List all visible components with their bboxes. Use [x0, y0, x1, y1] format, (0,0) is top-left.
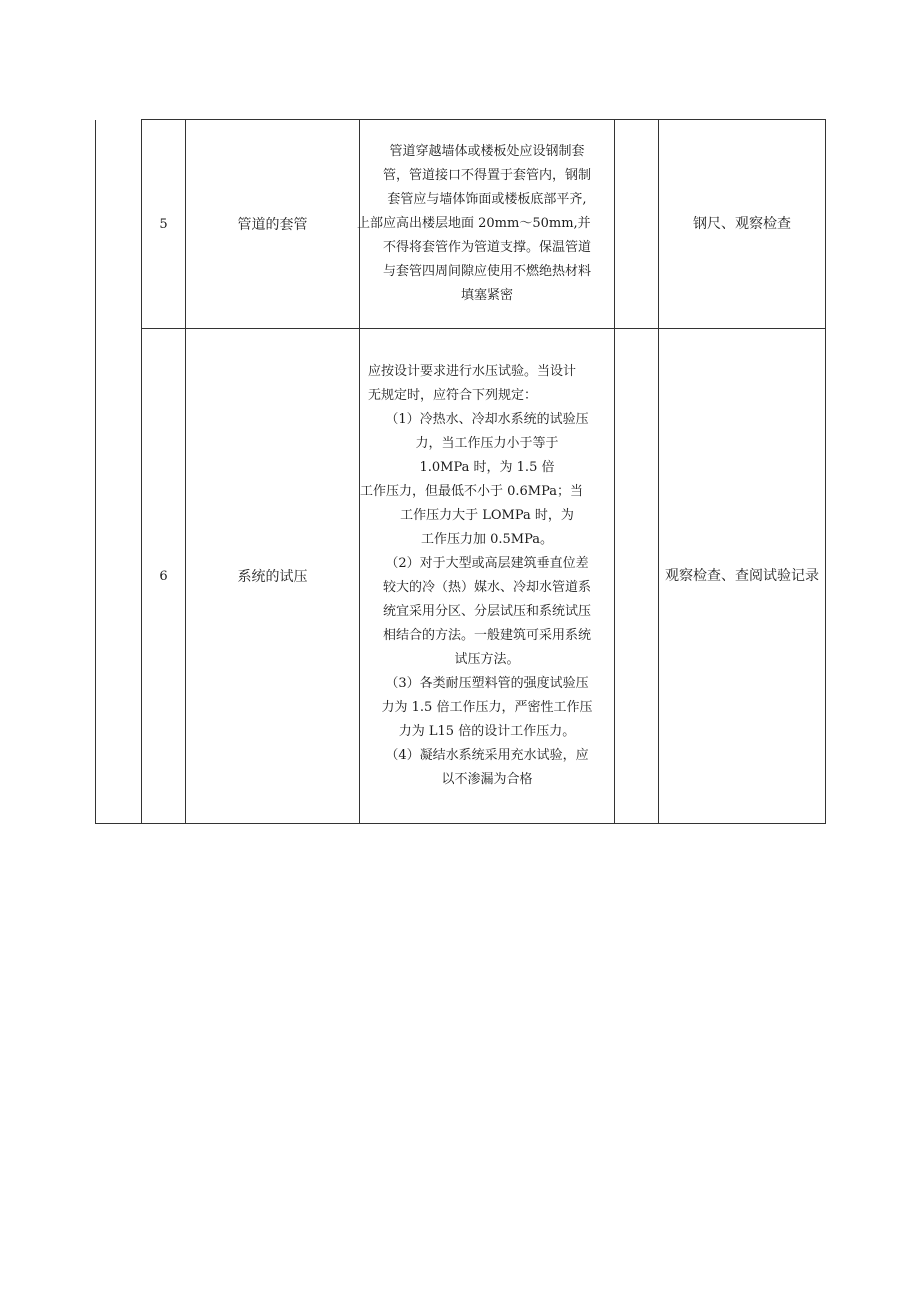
requirement-line: 较大的冷（热）媒水、冷却水管道系: [382, 580, 591, 595]
requirement-line: 上部应高出楼层地面 20mm～50mm,并: [357, 216, 591, 231]
requirement-line: 不得将套管作为管道支撑。保温管道: [382, 240, 591, 255]
requirement-cell: [357, 120, 615, 329]
requirement-line: 1.0MPa 时，为 1.5 倍: [419, 460, 555, 475]
requirement-line: （3）各类耐压塑料管的强度试验压: [385, 676, 589, 691]
result-cell: [615, 120, 659, 329]
item-number: 5: [142, 120, 186, 329]
requirement-line: 以不渗漏为合格: [441, 772, 533, 787]
requirement-line: 工作压力加 0.5MPa。: [420, 532, 554, 547]
requirement-line: 与套管四周间隙应使用不燃绝热材料: [382, 264, 591, 279]
inspection-table: [95, 119, 826, 824]
requirement-line: 力为 1.5 倍工作压力，严密性工作压: [381, 700, 593, 715]
requirement-line: 管，管道接口不得置于套管内，钢制: [382, 168, 591, 183]
requirement-line: 应按设计要求进行水压试验。当设计: [368, 364, 577, 379]
inspection-method: 观察检查、查阅试验记录: [659, 329, 826, 824]
category-cell: [96, 120, 142, 824]
requirement-line: 力，当工作压力小于等于: [415, 436, 559, 451]
requirement-line: （2）对于大型或高层建筑垂直位差: [385, 556, 589, 571]
item-name: 管道的套管: [186, 120, 360, 329]
inspection-method: 钢尺、观察检查: [659, 120, 826, 329]
item-number: 6: [142, 329, 186, 824]
requirement-line: （1）冷热水、冷却水系统的试验压: [385, 412, 589, 427]
requirement-line: 力为 L15 倍的设计工作压力。: [398, 724, 576, 739]
requirement-line: 套管应与墙体饰面或楼板底部平齐,: [387, 192, 587, 207]
requirement-line: 管道穿越墙体或楼板处应设钢制套: [389, 144, 585, 159]
requirement-line: 填塞紧密: [460, 288, 513, 303]
requirement-line: 无规定时，应符合下列规定：: [368, 388, 538, 403]
table-row: [96, 120, 826, 329]
requirement-line: 试压方法。: [454, 652, 520, 667]
requirement-line: 相结合的方法。一般建筑可采用系统: [382, 628, 591, 643]
requirement-cell: [360, 329, 615, 824]
result-cell: [615, 329, 659, 824]
requirement-line: 工作压力，但最低不小于 0.6MPa；当: [360, 484, 584, 499]
requirement-line: 工作压力大于 LOMPa 时，为: [400, 508, 574, 523]
item-name: 系统的试压: [186, 329, 360, 824]
requirement-line: 统宜采用分区、分层试压和系统试压: [382, 604, 591, 619]
requirement-line: （4）凝结水系统采用充水试验，应: [385, 748, 589, 763]
table-row: [96, 329, 826, 824]
